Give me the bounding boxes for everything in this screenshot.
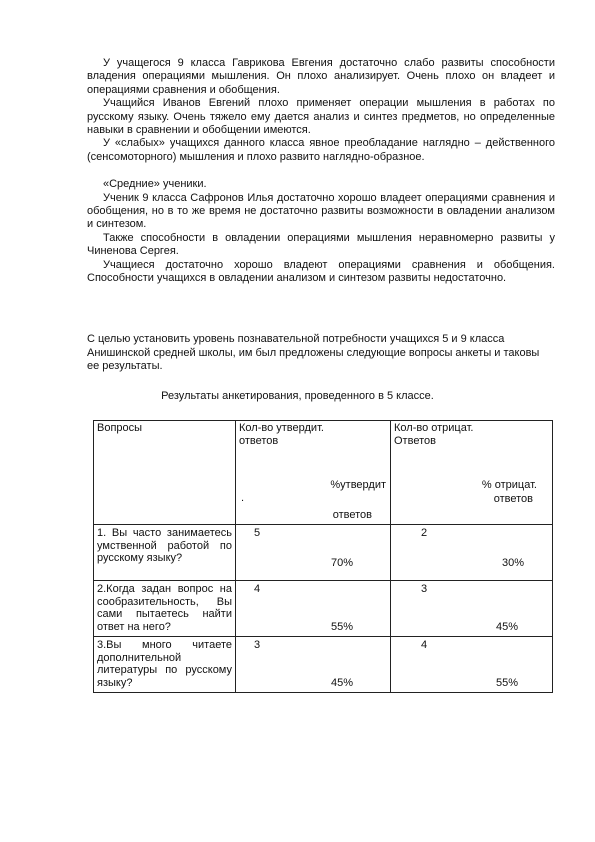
positive-percent: 55% xyxy=(330,621,353,633)
paragraph: У «слабых» учащихся данного класса явное преобладание наглядно – действенного (сенсомоторного) мышления и плохо развито наглядно-образное. xyxy=(87,137,555,163)
header-negative-count-label: Кол-во отрицат. Ответов xyxy=(394,422,474,447)
negative-percent: 30% xyxy=(501,557,524,569)
paragraph: Также способности в овладении операциями мышления неравномерно развиты у Чиненова Сергея. xyxy=(87,231,555,258)
table-header-row xyxy=(94,421,553,525)
table-row xyxy=(94,581,553,637)
table-row xyxy=(94,637,553,693)
header-positive-count-label: Кол-во утвердит. ответов xyxy=(239,422,324,447)
header-negative xyxy=(391,421,553,525)
header-positive-percent-dot: . xyxy=(241,492,245,504)
negative-percent: 45% xyxy=(495,621,518,633)
table-row xyxy=(94,525,553,581)
section-heading: «Средние» ученики. xyxy=(103,178,207,191)
negative-count: 4 xyxy=(421,639,428,651)
question-text: 1. Вы часто занимаетесь умственной работой по русскому языку? xyxy=(97,527,232,565)
negative-percent: 55% xyxy=(495,677,518,689)
positive-count: 3 xyxy=(254,639,261,651)
header-positive xyxy=(236,421,391,525)
body-text-top xyxy=(87,57,555,286)
paragraph: Ученик 9 класса Сафронов Илья достаточно хорошо владеет операциями сравнения и обобщения, но в то же время не достаточно развиты возможности в овладении анализом и синтезом. xyxy=(87,191,555,231)
header-negative-percent-label: % отрицат. xyxy=(481,479,537,491)
positive-percent: 70% xyxy=(330,557,353,569)
positive-count: 5 xyxy=(254,527,261,539)
negative-count: 2 xyxy=(421,527,428,539)
intro-paragraph: С целью установить уровень познавательной потребности учащихся 5 и 9 класса Анишинской средней школы, им был предложены следующие вопросы анкеты и таковы ее результаты. xyxy=(87,333,540,372)
positive-percent: 45% xyxy=(330,677,353,689)
paragraph: У учащегося 9 класса Гаврикова Евгения достаточно слабо развиты способности владения операциями мышления. Он плохо анализирует. Очень плохо он владеет и операциями сравнения и обобщения. xyxy=(87,57,555,96)
paragraph: Учащиеся достаточно хорошо владеют операциями сравнения и обобщения. Способности учащихся в овладении анализом и синтезом развиты недостаточно. xyxy=(87,258,555,285)
header-positive-percent-label: %утвердит xyxy=(330,479,386,491)
question-text: 2.Когда задан вопрос на сообразительность, Вы сами пытаетесь найти ответ на него? xyxy=(97,583,232,633)
header-questions-label: Вопросы xyxy=(97,422,143,434)
positive-count: 4 xyxy=(254,583,261,595)
header-negative-percent-answers: ответов xyxy=(493,493,533,505)
table-caption: Результаты анкетирования, проведенного в 5 классе. xyxy=(161,390,434,402)
question-text: 3.Вы много читаете дополнительной литературы по русскому языку? xyxy=(97,639,232,689)
paragraph: Учащийся Иванов Евгений плохо применяет операции мышления в работах по русскому языку. Очень тяжело ему дается анализ и синтез предметов, но определенные навыки в сравнении и обобщении имеются. xyxy=(87,97,555,137)
negative-count: 3 xyxy=(421,583,428,595)
header-questions xyxy=(94,421,236,525)
header-positive-percent-answers: ответов xyxy=(332,509,372,521)
survey-results-table xyxy=(93,420,553,693)
